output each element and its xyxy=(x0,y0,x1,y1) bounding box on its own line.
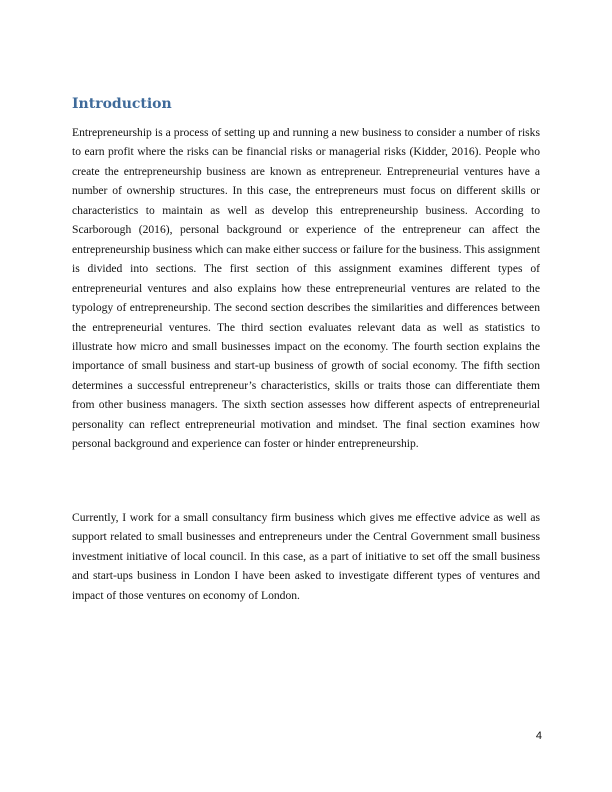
page-number: 4 xyxy=(535,730,542,742)
intro-paragraph-1: Entrepreneurship is a process of setting up and running a new business to consider a number of risks to earn profit where the risks can be financial risks or managerial risks (Kidder, 2016). People who create the entrepreneurship business are known as entrepreneur. Entrepreneurial ventures have a number of ownership structures. In this case, the entrepreneurs must focus on different skills or characteristics to maintain as well as develop this entrepreneurship business. According to Scarborough (2016), personal background or experience of the entrepreneur can affect the entrepreneurship business which can make either success or failure for the business. This assignment is divided into sections. The first section of this assignment examines different types of entrepreneurial ventures and also explains how these entrepreneurial ventures are related to the typology of entrepreneurship. The second section describes the similarities and differences between the entrepreneurial ventures. The third section evaluates relevant data as well as statistics to illustrate how micro and small businesses impact on the economy. The fourth section explains the importance of small business and start-up business of growth of social economy. The fifth section determines a successful entrepreneur’s characteristics, skills or traits those can differentiate them from other business managers. The sixth section assesses how different aspects of entrepreneurial personality can reflect entrepreneurial motivation and mindset. The final section examines how personal background and experience can foster or hinder entrepreneurship. xyxy=(72,126,540,451)
intro-paragraph-2: Currently, I work for a small consultancy firm business which gives me effective advice as well as support related to small businesses and entrepreneurs under the Central Government small business investment initiative of local council. In this case, as a part of initiative to set off the small business and start-ups business in London I have been asked to investigate different types of ventures and impact of those ventures on economy of London. xyxy=(72,511,540,602)
section-heading: Introduction xyxy=(72,96,172,112)
